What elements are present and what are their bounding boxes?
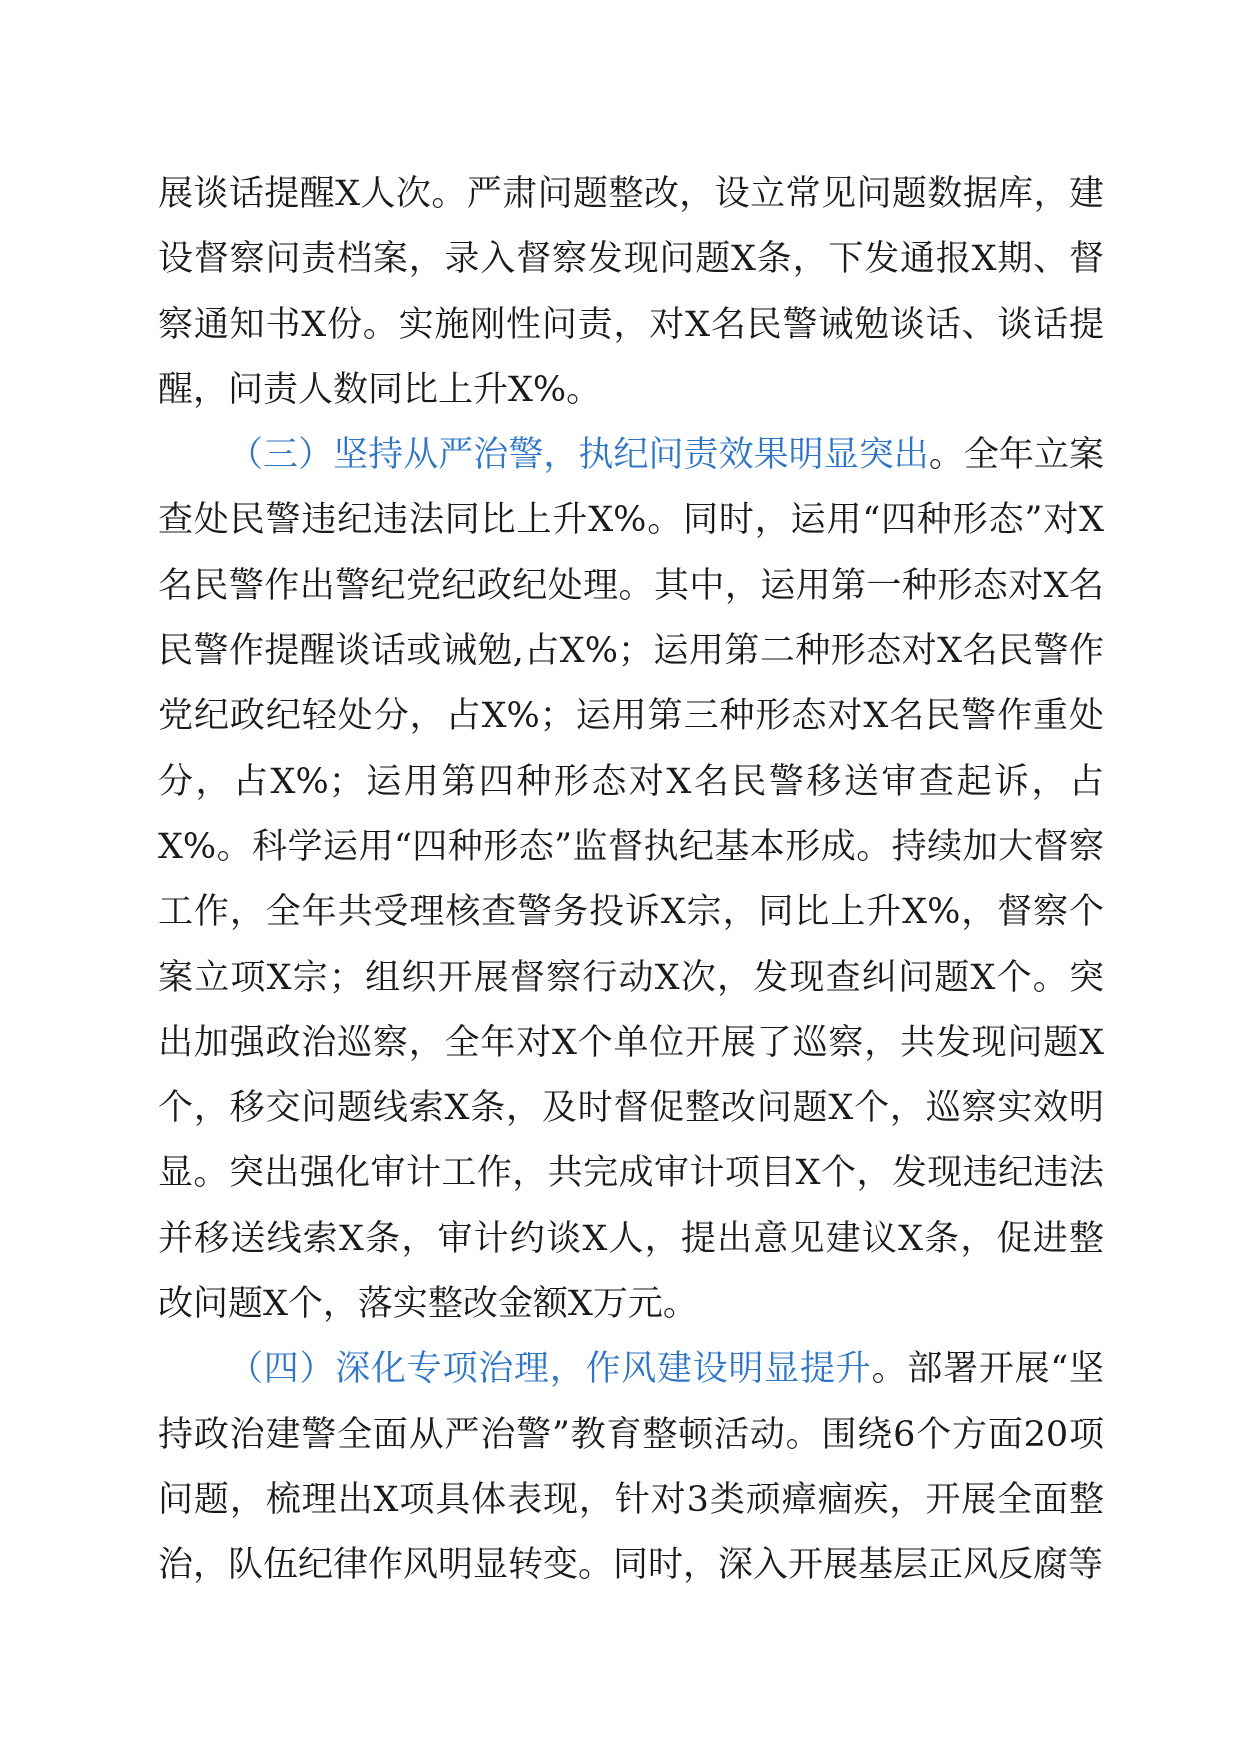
section-heading-4: （四）深化专项治理，作风建设明显提升 [228, 1349, 872, 1390]
paragraph-section-3 [158, 423, 1104, 1337]
paragraph-text: 展谈话提醒X人次。严肃问题整改，设立常见问题数据库，建设督察问责档案，录入督察发现问题X条，下发通报X期、督察通知书X份。实施刚性问责，对X名民警诫勉谈话、谈话提醒，问责人数同比上升X%。 [158, 174, 1104, 410]
paragraph-text: 。全年立案查处民警违纪违法同比上升X%。同时，运用“四种形态”对X名民警作出警纪党纪政纪处理。其中，运用第一种形态对X名民警作提醒谈话或诫勉,占X%；运用第二种形态对X名民警作党纪政纪轻处分，占X%；运用第三种形态对X名民警作重处分，占X%；运用第四种形态对X名民警移送审查起诉，占X%。科学运用“四种形态”监督执纪基本形成。持续加大督察工作，全年共受理核查警务投诉X宗，同比上升X%，督察个案立项X宗；组织开展督察行动X次，发现查纠问题X个。突出加强政治巡察，全年对X个单位开展了巡察，共发现问题X个，移交问题线索X条，及时督促整改问题X个，巡察实效明显。突出强化审计工作，共完成审计项目X个，发现违纪违法并移送线索X条，审计约谈X人，提出意见建议X条，促进整改问题X个，落实整改金额X万元。 [158, 435, 1104, 1325]
paragraph-section-4 [158, 1337, 1104, 1598]
paragraph-text: 。部署开展“坚持政治建警全面从严治警”教育整顿活动。围绕6个方面20项问题，梳理出X项具体表现，针对3类顽瘴痼疾，开展全面整治，队伍纪律作风明显转变。同时，深入开展基层正风反腐等 [158, 1349, 1104, 1586]
section-heading-3: （三）坚持从严治警，执纪问责效果明显突出 [228, 435, 929, 476]
paragraph-continued [158, 162, 1104, 423]
document-body [158, 162, 1104, 1599]
